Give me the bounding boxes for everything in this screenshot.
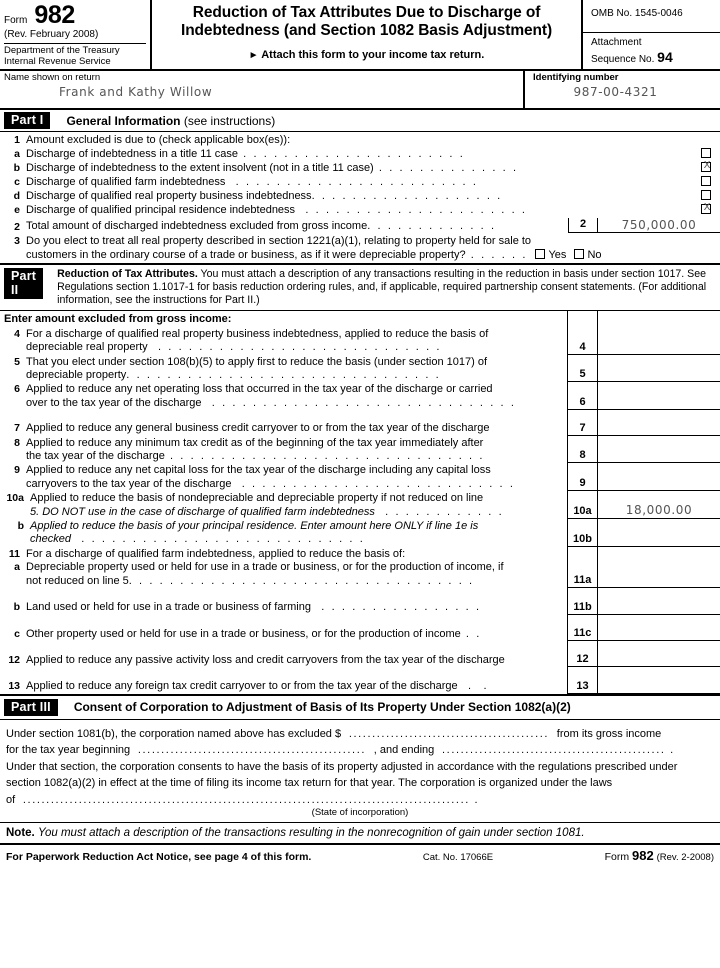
line-5-indent xyxy=(0,369,26,382)
part3-badge: Part III xyxy=(4,699,58,716)
line-11a-number: a xyxy=(14,561,20,574)
header-divider xyxy=(4,43,146,44)
line-13-amount-value xyxy=(598,692,720,693)
line-9-box-number: 9 xyxy=(568,463,598,490)
part3-text-1: Under section 1081(b), the corporation named above has excluded $ xyxy=(6,727,342,740)
line-5-text-2: depreciable property xyxy=(26,369,127,381)
checkbox-1c[interactable] xyxy=(701,176,711,186)
name-label: Name shown on return xyxy=(4,72,101,84)
line-11b-box-number: 11b xyxy=(568,588,598,613)
line-5-number: 5 xyxy=(14,355,20,368)
line-10a-number: 10a xyxy=(6,492,24,505)
attachment-label-line-1: Attachment xyxy=(591,37,642,49)
checkbox-1a[interactable] xyxy=(701,148,711,158)
part1-badge: Part I xyxy=(4,112,50,129)
header-left-block xyxy=(0,0,152,69)
line-11b-spacer xyxy=(0,589,26,601)
line-1b: b Discharge of indebtedness to the extent insolvent (not in a title 11 case) . . . . . . . . . . . . . . X xyxy=(0,161,720,175)
amount-col-header xyxy=(598,311,720,327)
omb-number: OMB No. 1545-0046 xyxy=(583,0,720,33)
line-5-amount-cell[interactable] xyxy=(567,355,720,383)
note-label: Note. xyxy=(6,827,35,840)
line-10b-number: b xyxy=(17,520,24,533)
line-3-yes-label: Yes xyxy=(548,249,567,261)
line-1d-text: Discharge of qualified real property business indebtedness xyxy=(26,190,312,203)
line-5: 5 That you elect under section 108(b)(5) to apply first to reduce the basis (under section 1017) of depreciable property . . . . . . . . . . . . . . . . . . . . . . . . . . . . . . . 5 xyxy=(0,355,720,383)
line-1a-number: a xyxy=(14,148,20,161)
line-10a-text-2: 5. DO NOT use in the case of discharge of qualified farm indebtedness xyxy=(30,505,375,518)
attachment-label-line-2: Sequence No. xyxy=(591,54,655,66)
line-10b-box-number: 10b xyxy=(568,519,598,546)
part1-body xyxy=(0,132,720,263)
line-13-text-1: Applied to reduce any foreign tax credit carryover to or from the tax year of the discharge xyxy=(26,680,458,693)
line-9-number: 9 xyxy=(14,464,20,477)
name-value: Frank and Kathy Willow xyxy=(59,85,213,100)
line-7-amount-value xyxy=(598,434,720,435)
part2-description: You must attach a description of any transactions resulting in the reduction in basis under section 1017. See Regulations section 1.1017-1 for basis reduction ordering rules, and, if applicable, required partnership consent statements. (For additional information, see the instructions for Part II.) xyxy=(57,267,707,307)
attach-instruction-text: Attach this form to your income tax return. xyxy=(261,48,485,61)
line-11b-amount-value xyxy=(598,613,720,614)
line-4: 4 For a discharge of qualified real property business indebtedness, applied to reduce the basis of depreciable real property . . . . . . . . . . . . . . . . . . . . . . . . . . . . 4 xyxy=(0,327,720,355)
footer-revision: (Rev. 2-2008) xyxy=(656,852,714,864)
line-10a: 10a Applied to reduce the basis of nondepreciable and depreciable property if not reduced on line 5. DO NOT use in the case of discharge of qualified farm indebtedness . . . . . . . . . . . . 10a 18,000.00 xyxy=(0,491,720,519)
line-6-text-1: Applied to reduce any net operating loss that occurred in the tax year of the discharge or carried xyxy=(26,383,493,396)
line-12-box-number: 12 xyxy=(568,641,598,666)
checkbox-1e[interactable] xyxy=(701,204,711,214)
checkbox-1d[interactable] xyxy=(701,190,711,200)
line-5-box-number: 5 xyxy=(568,355,598,382)
line-12-number: 12 xyxy=(8,653,20,666)
note-section xyxy=(0,823,720,843)
line-9-indent xyxy=(0,478,26,491)
line-3-no-label: No xyxy=(587,249,602,261)
line-11-text: For a discharge of qualified farm indebtedness, applied to reduce the basis of: xyxy=(26,547,406,560)
name-field[interactable] xyxy=(0,71,525,108)
line-1d: d Discharge of qualified real property business indebtedness. . . . . . . . . . . . . . . . . . . xyxy=(0,189,720,203)
line-5-amount-value xyxy=(598,380,720,381)
line-12 xyxy=(0,641,720,667)
line-9-amount-value xyxy=(598,489,720,490)
line-1e-number: e xyxy=(14,204,20,217)
line-2-number: 2 xyxy=(14,221,20,234)
department-line-2: Internal Revenue Service xyxy=(4,55,111,67)
line-1c-number: c xyxy=(14,176,20,189)
part3-blank-state[interactable]: ................................................................................................ . xyxy=(18,793,480,806)
line-11b: b Land used or held for use in a trade or business of farming . . . . . . . . . . . . . . . . 11b xyxy=(0,588,720,614)
line-10b-amount-value xyxy=(598,545,720,546)
line-1a-text: Discharge of indebtedness in a title 11 case xyxy=(26,148,238,161)
part3-banner xyxy=(0,696,720,719)
header-right-block xyxy=(583,0,720,69)
part2-subheader: Enter amount excluded from gross income: xyxy=(4,312,232,325)
line-4-amount-value xyxy=(598,353,720,354)
form-header xyxy=(0,0,720,71)
line-1b-number: b xyxy=(13,162,20,175)
line-10b-amount-cell[interactable] xyxy=(567,519,720,547)
line-2-amount-value: 750,000.00 xyxy=(621,218,697,233)
line-8-text-2: the tax year of the discharge xyxy=(26,450,165,463)
part3-title: Consent of Corporation to Adjustment of Basis of Its Property Under Section 1082(a)(2) xyxy=(73,700,571,715)
line-8-number: 8 xyxy=(14,436,20,449)
line-7-text-1: Applied to reduce any general business credit carryover to or from the tax year of the discharge xyxy=(26,422,490,435)
line-11c-amount-cell[interactable] xyxy=(567,615,720,641)
line-11c-text-1: Other property used or held for use in a trade or business, or for the production of income xyxy=(26,627,461,640)
line-12-spacer xyxy=(0,642,26,654)
line-11: 11 For a discharge of qualified farm indebtedness, applied to reduce the basis of: a Depreciable property used or held for use in a trade or business, or for the production of income, if not reduced on line 5 . . . . . . . . . . . . . . . . . . . . . . . . . . . . . . . . . . 11a xyxy=(0,547,720,588)
part2-badge: Part II xyxy=(4,268,43,299)
line-6-amount-cell[interactable] xyxy=(567,382,720,410)
part3-text-5: Under that section, the corporation consents to have the basis of its property adjusted in accordance with the regulations prescribed under section 1082(a)(2) in effect at the time of filing its income tax return for that year. The corporation is organized under the laws xyxy=(6,760,678,790)
form-label: Form xyxy=(4,15,28,26)
line-13-box-number: 13 xyxy=(568,667,598,692)
line-6: 6 Applied to reduce any net operating loss that occurred in the tax year of the discharge or carried over to the tax year of the discharge . . . . . . . . . . . . . . . . . . . . . . . . . . . . . . 6 xyxy=(0,382,720,410)
line-6-box-number: 6 xyxy=(568,382,598,409)
line-9-text-2: carryovers to the tax year of the discharge xyxy=(26,477,232,490)
checkbox-line3-no[interactable] xyxy=(574,249,584,259)
part1-title: General Information xyxy=(66,113,181,128)
line-11a-amount-value xyxy=(598,586,720,587)
line-8-indent xyxy=(0,450,26,463)
line-13-number: 13 xyxy=(8,680,20,693)
line-8-box-number: 8 xyxy=(568,436,598,463)
line-10b: b Applied to reduce the basis of your principal residence. Enter amount here ONLY if line 1e is checked . . . . . . . . . . . . . . . . . . . . . . . . . . . . 10b xyxy=(0,519,720,547)
part3-text-6: of xyxy=(6,793,16,806)
form-number: 982 xyxy=(34,1,75,29)
part2-subheader-row xyxy=(0,311,720,327)
line-8-amount-cell[interactable] xyxy=(567,436,720,464)
line-4-amount-cell[interactable] xyxy=(567,327,720,355)
line-7-amount-cell[interactable] xyxy=(567,410,720,435)
part2-title: Reduction of Tax Attributes. xyxy=(57,267,198,280)
form-revision: (Rev. February 2008) xyxy=(4,29,99,40)
form-title-line-2: Indebtedness (and Section 1082 Basis Adjustment) xyxy=(180,22,553,40)
header-title-block xyxy=(152,0,583,69)
attach-instruction xyxy=(156,49,577,61)
line-2: 2 Total amount of discharged indebtedness excluded from gross income. . . . . . . . . . . . . 2 750,000.00 xyxy=(0,217,720,233)
line-1-text: Amount excluded is due to (check applicable box(es)): xyxy=(26,134,291,147)
line-1c-text: Discharge of qualified farm indebtedness xyxy=(26,176,226,189)
line-1d-number: d xyxy=(13,190,20,203)
line-4-indent xyxy=(0,341,26,354)
line-10b-text-1: Applied to reduce the basis of your principal residence. Enter amount here ONLY if line 1e is xyxy=(30,520,479,533)
right-arrow-icon: ► xyxy=(248,49,259,61)
footer-form-label: Form xyxy=(604,851,630,864)
line-13-amount-cell[interactable] xyxy=(567,667,720,693)
line-11-number: 11 xyxy=(8,547,20,560)
line-10a-box-number: 10a xyxy=(568,491,598,518)
line-6-amount-value xyxy=(598,408,720,409)
line-9-text-1: Applied to reduce any net capital loss for the tax year of the discharge including any capital loss xyxy=(26,464,491,477)
line-11b-text-1: Land used or held for use in a trade or business of farming xyxy=(26,601,311,614)
line-11c-number: c xyxy=(14,627,20,640)
part2-banner xyxy=(0,265,720,310)
line-9: 9 Applied to reduce any net capital loss for the tax year of the discharge including any capital loss carryovers to the tax year of the discharge . . . . . . . . . . . . . . . . . . . . . . . . . . . 9 xyxy=(0,463,720,491)
line-8: 8 Applied to reduce any minimum tax credit as of the beginning of the tax year immediately after the tax year of the discharge . . . . . . . . . . . . . . . . . . . . . . . . . . . . . . . 8 xyxy=(0,436,720,464)
line-12-amount-cell[interactable] xyxy=(567,641,720,667)
line-2-text: Total amount of discharged indebtedness excluded from gross income xyxy=(26,220,368,233)
line-10a-indent xyxy=(0,506,30,519)
part1-title-note: (see instructions) xyxy=(183,113,276,128)
line-10a-amount-value: 18,000.00 xyxy=(625,503,693,518)
part3-blank-begin[interactable]: ................................................. xyxy=(133,744,371,757)
line-1e: e Discharge of qualified principal residence indebtedness . . . . . . . . . . . . . . . . . . . . . . X xyxy=(0,203,720,217)
line-3: 3 Do you elect to treat all real property described in section 1221(a)(1), relating to property held for sale to customers in the ordinary course of a trade or business, as if it were depreciable property? . . . . . . Yes No xyxy=(0,233,720,263)
part3-body xyxy=(0,720,720,823)
line-10b-indent xyxy=(0,533,30,546)
attachment-sequence xyxy=(583,33,720,69)
checkbox-1b[interactable] xyxy=(701,162,711,172)
line-7-box-number: 7 xyxy=(568,410,598,434)
part3-text-3: for the tax year beginning xyxy=(6,744,131,757)
line-11b-amount-cell[interactable] xyxy=(567,588,720,614)
line-3-number: 3 xyxy=(14,235,20,248)
checkbox-line3-yes[interactable] xyxy=(535,249,545,259)
line-13: 13 Applied to reduce any foreign tax credit carryover to or from the tax year of the discharge . . 13 xyxy=(0,667,720,693)
line-11a-text-1: Depreciable property used or held for use in a trade or business, or for the production of income, if xyxy=(26,561,504,574)
part2-section xyxy=(0,263,720,694)
line-6-indent xyxy=(0,397,26,410)
part3-text-4: , and ending xyxy=(373,744,435,757)
line-11a-text-2: not reduced on line 5 xyxy=(26,574,129,587)
note-text: You must attach a description of the transactions resulting in the nonrecognition of gain under section 1081. xyxy=(37,827,585,840)
line-1b-text: Discharge of indebtedness to the extent insolvent (not in a title 11 case) xyxy=(26,162,374,175)
line-1-number: 1 xyxy=(14,134,20,147)
line-10a-text-1: Applied to reduce the basis of nondepreciable and depreciable property if not reduced on line xyxy=(30,492,484,505)
line-4-box-number: 4 xyxy=(568,327,598,354)
line-12-text-1: Applied to reduce any passive activity loss and credit carryovers from the tax year of the discharge xyxy=(26,653,505,666)
catalog-number: Cat. No. 17066E xyxy=(422,852,494,864)
identifying-number-label: Identifying number xyxy=(533,72,619,84)
taxpayer-row xyxy=(0,71,720,110)
line-10b-text-2: checked xyxy=(30,533,71,546)
attachment-sequence-number: 94 xyxy=(657,49,673,66)
part3-blank-excluded[interactable]: ........................................... xyxy=(344,727,554,740)
line-3-text-a: Do you elect to treat all real property described in section 1221(a)(1), relating to property held for sale to xyxy=(26,235,532,248)
line-11c-amount-value xyxy=(598,639,720,640)
line-4-number: 4 xyxy=(14,327,20,340)
line-12-amount-value xyxy=(598,665,720,666)
footer-form-number: 982 xyxy=(631,848,654,864)
line-11b-number: b xyxy=(13,601,20,614)
line-11a-indent xyxy=(0,575,26,588)
line-1a: a Discharge of indebtedness in a title 11 case . . . . . . . . . . . . . . . . . . . . . . xyxy=(0,147,720,161)
line-6-number: 6 xyxy=(14,383,20,396)
identifying-number-field[interactable] xyxy=(525,71,720,108)
part3-text-2: from its gross income xyxy=(556,727,662,740)
line-7-spacer xyxy=(0,411,26,422)
line-11c-box-number: 11c xyxy=(568,615,598,640)
line-8-text-1: Applied to reduce any minimum tax credit as of the beginning of the tax year immediately after xyxy=(26,436,484,449)
line-1e-text: Discharge of qualified principal residence indebtedness xyxy=(26,204,296,217)
line-2-box-number: 2 xyxy=(568,218,598,232)
line-11a-amount-cell[interactable] xyxy=(567,547,720,588)
line-3-text-b: customers in the ordinary course of a trade or business, as if it were depreciable property? xyxy=(26,249,466,261)
line-6-text-2: over to the tax year of the discharge xyxy=(26,396,202,409)
paperwork-notice: For Paperwork Reduction Act Notice, see page 4 of this form. xyxy=(6,851,312,864)
amount-col-number-header xyxy=(568,311,598,327)
identifying-number-value: 987-00-4321 xyxy=(573,85,658,100)
line-7-number: 7 xyxy=(14,422,20,435)
state-of-incorporation-caption: (State of incorporation) xyxy=(311,807,409,819)
line-8-amount-value xyxy=(598,461,720,462)
form-footer xyxy=(0,845,720,863)
line-1 xyxy=(0,132,720,147)
line-7 xyxy=(0,410,720,435)
line-4-text-2: depreciable real property xyxy=(26,341,148,354)
line-11c: c Other property used or held for use in a trade or business, or for the production of income . . 11c xyxy=(0,615,720,641)
line-11a-box-number: 11a xyxy=(568,547,598,587)
line-11c-spacer xyxy=(0,616,26,628)
part3-blank-end[interactable]: ................................................ . xyxy=(437,744,675,757)
line-1c: c Discharge of qualified farm indebtedness . . . . . . . . . . . . . . . . . . . . . . . . xyxy=(0,175,720,189)
part1-banner xyxy=(0,110,720,131)
line-13-spacer xyxy=(0,668,26,680)
form-title-line-1: Reduction of Tax Attributes Due to Discharge of xyxy=(192,4,541,21)
line-2-amount-box[interactable] xyxy=(568,218,720,233)
line-10a-amount-cell[interactable] xyxy=(567,491,720,519)
line-4-text-1: For a discharge of qualified real property business indebtedness, applied to reduce the basis of xyxy=(26,327,489,340)
line-9-amount-cell[interactable] xyxy=(567,463,720,491)
line-5-text-1: That you elect under section 108(b)(5) to apply first to reduce the basis (under section 1017) of xyxy=(26,355,488,368)
department-line-1: Department of the Treasury xyxy=(4,45,120,56)
